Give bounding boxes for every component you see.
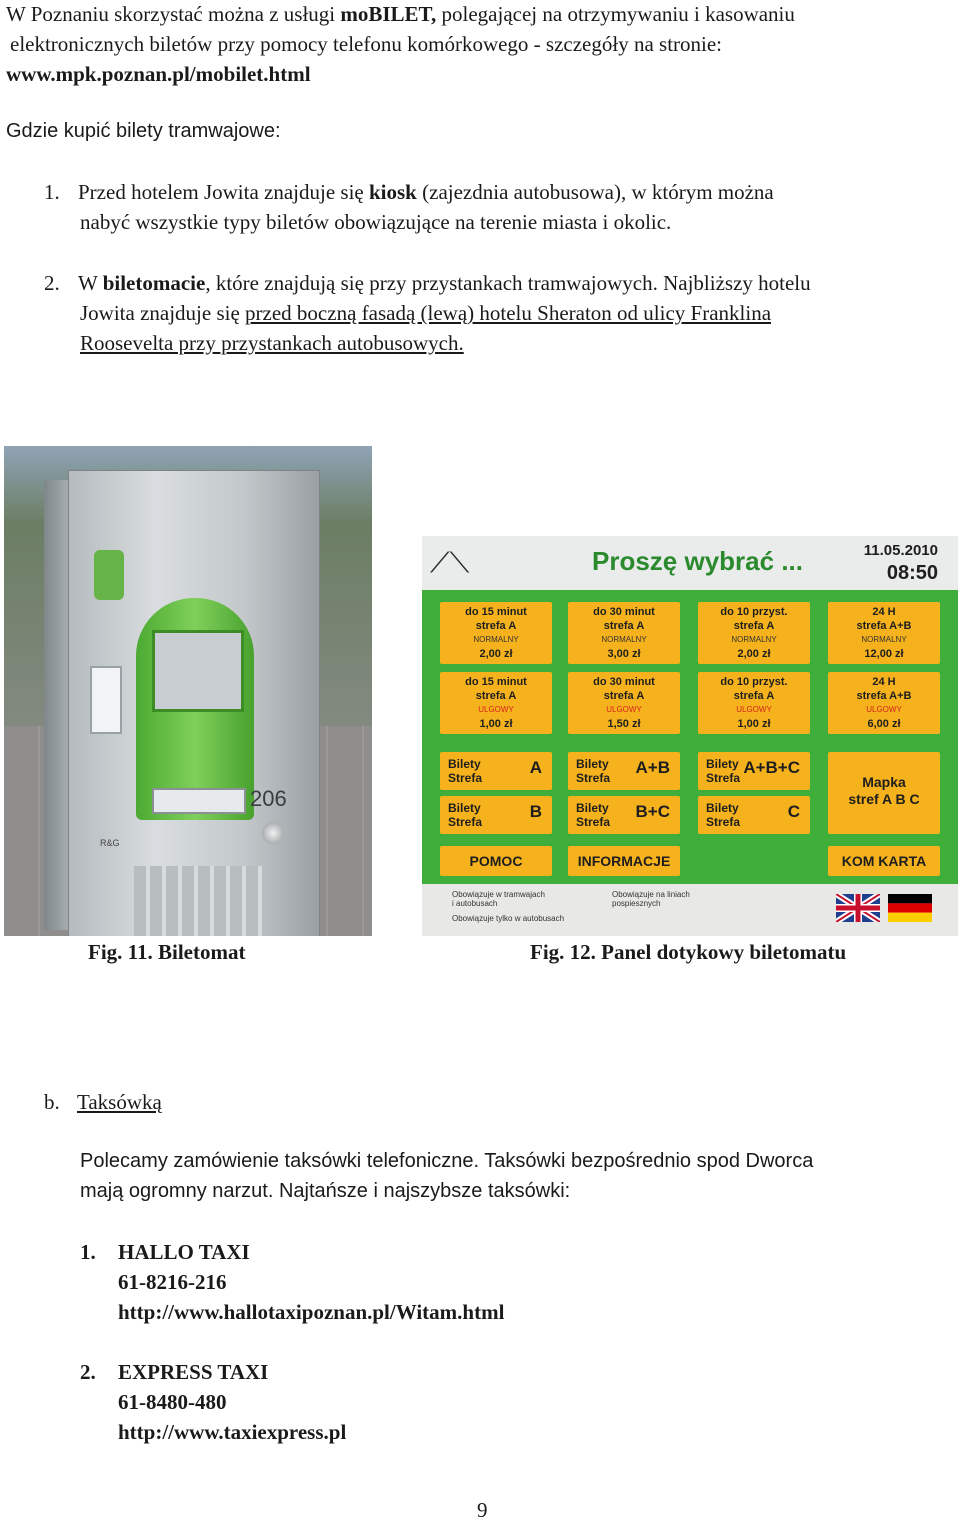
kiosk-screen: [152, 630, 244, 712]
list-item-2-line-3: Roosevelta przy przystankach autobusowych.: [80, 331, 464, 355]
sheraton-directions: przed boczną fasadą (lewą) hotelu Sheraton od ulicy Franklina: [245, 301, 772, 325]
ticket-tile[interactable]: 24 H strefa A+B NORMALNY 12,00 zł: [828, 602, 940, 664]
panel-footer: [422, 884, 958, 936]
panel-time: 08:50: [886, 562, 938, 584]
kiosk-side: [44, 480, 70, 930]
mobilet-link[interactable]: www.mpk.poznan.pl/mobilet.html: [6, 62, 311, 86]
ticket-dispenser: [152, 788, 246, 814]
zone-tile[interactable]: Bilety Strefa A+B: [568, 752, 680, 790]
kiosk-knob: [262, 822, 284, 844]
info-button[interactable]: INFORMACJE: [568, 846, 680, 876]
zone-tile[interactable]: Bilety Strefa C: [698, 796, 810, 834]
page-number: 9: [477, 1498, 488, 1522]
taxi-item-2-url[interactable]: http://www.taxiexpress.pl: [118, 1420, 347, 1444]
kiosk-photo: [4, 446, 372, 936]
fig-12-caption: Fig. 12. Panel dotykowy biletomatu: [530, 940, 847, 964]
list-item-1-line-1: Przed hotelem Jowita znajduje się kiosk (zajezdnia autobusowa), w którym można: [78, 180, 774, 204]
ticket-tile[interactable]: do 30 minut strefa A NORMALNY 3,00 zł: [568, 602, 680, 664]
legend-bus-only: Obowiązuje tylko w autobusach: [452, 914, 565, 923]
list-item-1-line-2: nabyć wszystkie typy biletów obowiązujące na terenie miasta i okolic.: [80, 210, 672, 234]
card-reader: [94, 550, 124, 600]
taxi-paragraph-line-2: mają ogromny narzut. Najtańsze i najszybsze taksówki:: [80, 1180, 571, 1202]
taxi-item-1-num: 1.: [80, 1240, 96, 1264]
ticket-tile[interactable]: do 10 przyst. strefa A NORMALNY 2,00 zł: [698, 602, 810, 664]
help-button[interactable]: POMOC: [440, 846, 552, 876]
mpk-logo-icon: ⟋⟍: [430, 546, 470, 579]
ticket-tile[interactable]: do 15 minut strefa A ULGOWY 1,00 zł: [440, 672, 552, 734]
zone-tile[interactable]: Bilety Strefa A+B+C: [698, 752, 810, 790]
taxi-paragraph-line-1: Polecamy zamówienie taksówki telefoniczne. Taksówki bezpośrednio spod Dworca: [80, 1150, 814, 1172]
kiosk-base: [134, 866, 264, 936]
intro-line-1: W Poznaniu skorzystać można z usługi moBILET, polegającej na otrzymywaniu i kasowaniu: [6, 2, 795, 26]
ticket-tile[interactable]: do 10 przyst. strefa A ULGOWY 1,00 zł: [698, 672, 810, 734]
fig-11-caption: Fig. 11. Biletomat: [88, 940, 246, 964]
uk-flag-icon[interactable]: [836, 894, 880, 922]
intro-line-2: elektronicznych biletów przy pomocy telefonu komórkowego - szczegóły na stronie:: [10, 32, 723, 56]
taxi-item-2-phone: 61-8480-480: [118, 1390, 227, 1414]
taxi-label: b.: [44, 1090, 60, 1114]
list-item-1-num: 1.: [44, 180, 60, 204]
taxi-heading: Taksówką: [77, 1090, 162, 1114]
legend-express: Obowiązuje na liniach pospiesznych: [612, 890, 690, 908]
kiosk-number: 206: [250, 786, 287, 811]
zone-map-button[interactable]: Mapka stref A B C: [828, 752, 940, 834]
taxi-item-1-url[interactable]: http://www.hallotaxipoznan.pl/Witam.html: [118, 1300, 505, 1324]
german-flag-icon[interactable]: [888, 894, 932, 922]
coin-slot: [90, 666, 122, 734]
zone-tile[interactable]: Bilety Strefa A: [440, 752, 552, 790]
panel-title: Proszę wybrać ...: [592, 546, 803, 576]
ticket-tile[interactable]: 24 H strefa A+B ULGOWY 6,00 zł: [828, 672, 940, 734]
taxi-item-2-name: EXPRESS TAXI: [118, 1360, 269, 1384]
where-heading: Gdzie kupić bilety tramwajowe:: [6, 120, 281, 142]
list-item-2-line-2: Jowita znajduje się przed boczną fasadą (lewą) hotelu Sheraton od ulicy Franklina: [80, 301, 772, 325]
taxi-item-1-phone: 61-8216-216: [118, 1270, 227, 1294]
taxi-item-1-name: HALLO TAXI: [118, 1240, 250, 1264]
touch-panel-photo: [422, 536, 958, 936]
kom-karta-button[interactable]: KOM KARTA: [828, 846, 940, 876]
list-item-2-num: 2.: [44, 271, 60, 295]
zone-tile[interactable]: Bilety Strefa B+C: [568, 796, 680, 834]
mobilet-name: moBILET,: [340, 2, 437, 26]
panel-date: 11.05.2010: [863, 542, 938, 559]
ticket-tile[interactable]: do 15 minut strefa A NORMALNY 2,00 zł: [440, 602, 552, 664]
panel-body: [422, 590, 958, 884]
panel-header: [422, 536, 958, 590]
kiosk-brand: R&G: [100, 838, 120, 848]
legend-tram-bus: Obowiązuje w tramwajach i autobusach: [452, 890, 545, 908]
zone-tile[interactable]: Bilety Strefa B: [440, 796, 552, 834]
ticket-tile[interactable]: do 30 minut strefa A ULGOWY 1,50 zł: [568, 672, 680, 734]
panel-datetime: [864, 540, 938, 584]
list-item-2-line-1: W biletomacie, które znajdują się przy przystankach tramwajowych. Najbliższy hotelu: [78, 271, 811, 295]
taxi-item-2-num: 2.: [80, 1360, 96, 1384]
